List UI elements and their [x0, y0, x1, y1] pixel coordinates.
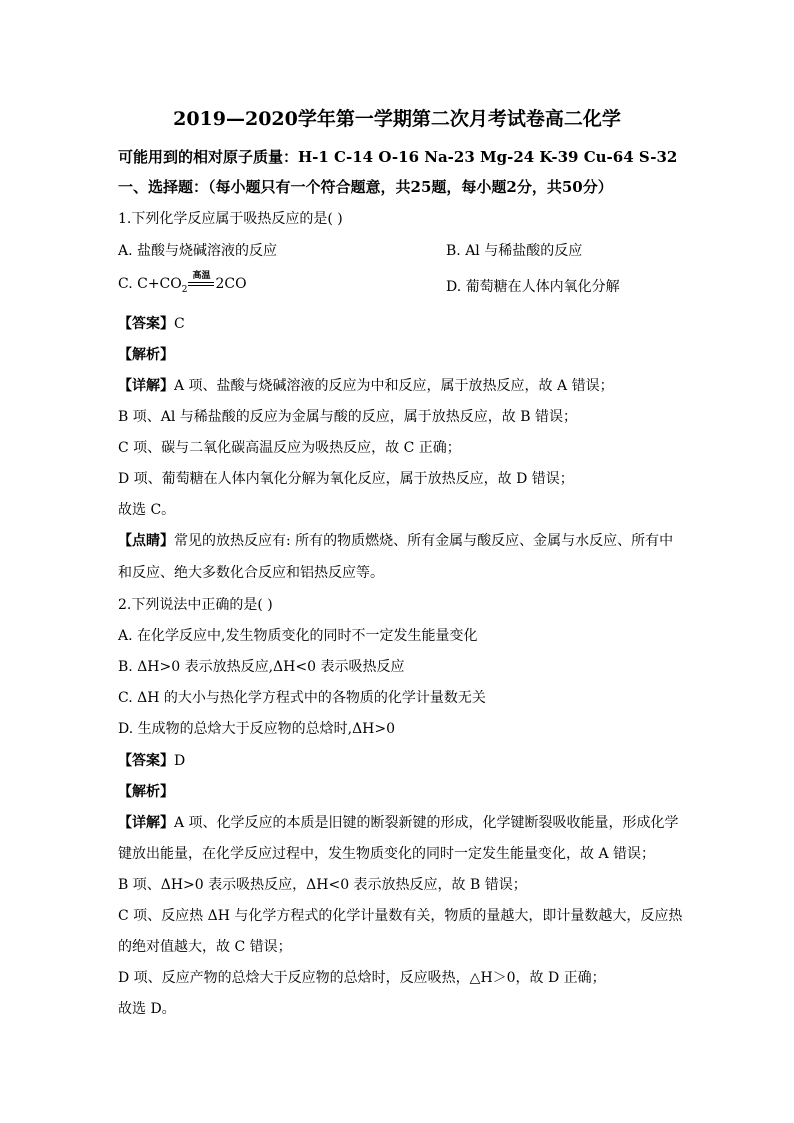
comment-tag: 【点睛】 [118, 533, 174, 549]
answer-value: D [174, 753, 186, 769]
section-heading: 一、选择题：（每小题只有一个符合题意，共25题，每小题2分，共50分） [118, 178, 613, 196]
comment-text: 常见的放热反应有: 所有的物质燃烧、所有金属与酸反应、金属与水反应、所有中 [174, 533, 674, 549]
q2-detail-7: 故选 D。 [118, 1001, 176, 1017]
q1-detail-2: B 项、Al 与稀盐酸的反应为金属与酸的反应，属于放热反应，故 B 错误； [118, 409, 577, 425]
q2-detail-6: D 项、反应产物的总焓大于反应物的总焓时，反应吸热，△H＞0，故 D 正确； [118, 970, 606, 986]
q2-detail-3: B 项、ΔH>0 表示吸热反应，ΔH<0 表示放热反应，故 B 错误； [118, 877, 527, 893]
q2-detail-2: 键放出能量，在化学反应过程中，发生物质变化的同时一定发生能量变化，故 A 错误； [118, 846, 656, 862]
q1-detail-1 [118, 375, 614, 395]
atomic-masses-line: 可能用到的相对原子质量：H-1 C-14 O-16 Na-23 Mg-24 K-39 Cu-64 S-32 [118, 148, 678, 166]
q2-option-a: A. 在化学反应中,发生物质变化的同时不一定发生能量变化 [118, 628, 478, 644]
double-line-icon [188, 282, 214, 286]
q2-detail-4: C 项、反应热 ΔH 与化学方程式的化学计量数有关，物质的量越大，即计量数越大，反应热 [118, 908, 683, 924]
q2-detail-5: 的绝对值越大，故 C 错误； [118, 939, 292, 955]
q1-comment-1 [118, 530, 673, 550]
q2-detail-1 [118, 812, 679, 832]
q2-answer [118, 750, 185, 770]
q1-detail-4: D 项、葡萄糖在人体内氧化分解为氧化反应，属于放热反应，故 D 错误； [118, 471, 574, 487]
reaction-condition-label: 高温 [192, 271, 211, 281]
q1-option-c-reactants: C. C+CO [118, 276, 182, 292]
page-title: 2019—2020学年第一学期第二次月考试卷高二化学 [173, 108, 621, 130]
detail-tag: 【详解】 [118, 815, 174, 831]
detail-text: A 项、化学反应的本质是旧键的断裂新键的形成，化学键断裂吸收能量，形成化学 [174, 815, 679, 831]
q1-option-d: D. 葡萄糖在人体内氧化分解 [446, 279, 620, 295]
answer-tag: 【答案】 [118, 316, 174, 332]
q1-detail-3: C 项、碳与二氧化碳高温反应为吸热反应，故 C 正确； [118, 440, 461, 456]
q1-option-b: B. Al 与稀盐酸的反应 [446, 243, 583, 259]
q2-option-c: C. ΔH 的大小与热化学方程式中的各物质的化学计量数无关 [118, 690, 486, 706]
q1-option-c [118, 271, 247, 295]
q2-stem: 2.下列说法中正确的是( ) [118, 597, 273, 613]
q2-option-b: B. ΔH>0 表示放热反应,ΔH<0 表示吸热反应 [118, 659, 405, 675]
q1-answer [118, 313, 185, 333]
q1-option-c-products: 2CO [215, 276, 247, 292]
q1-option-a: A. 盐酸与烧碱溶液的反应 [118, 243, 278, 259]
q1-option-c-subscript: 2 [181, 284, 188, 295]
q1-detail-5: 故选 C。 [118, 502, 176, 518]
reaction-condition-arrow [187, 271, 215, 292]
q1-stem: 1.下列化学反应属于吸热反应的是( ) [118, 211, 343, 227]
q1-analysis-tag: 【解析】 [118, 347, 174, 363]
answer-tag: 【答案】 [118, 753, 174, 769]
answer-value: C [174, 316, 185, 332]
detail-tag: 【详解】 [118, 378, 174, 394]
detail-text: A 项、盐酸与烧碱溶液的反应为中和反应，属于放热反应，故 A 错误； [174, 378, 614, 394]
q2-analysis-tag: 【解析】 [118, 784, 174, 800]
q2-option-d: D. 生成物的总焓大于反应物的总焓时,ΔH>0 [118, 721, 396, 737]
q1-comment-2: 和反应、绝大多数化合反应和铝热反应等。 [118, 565, 384, 581]
